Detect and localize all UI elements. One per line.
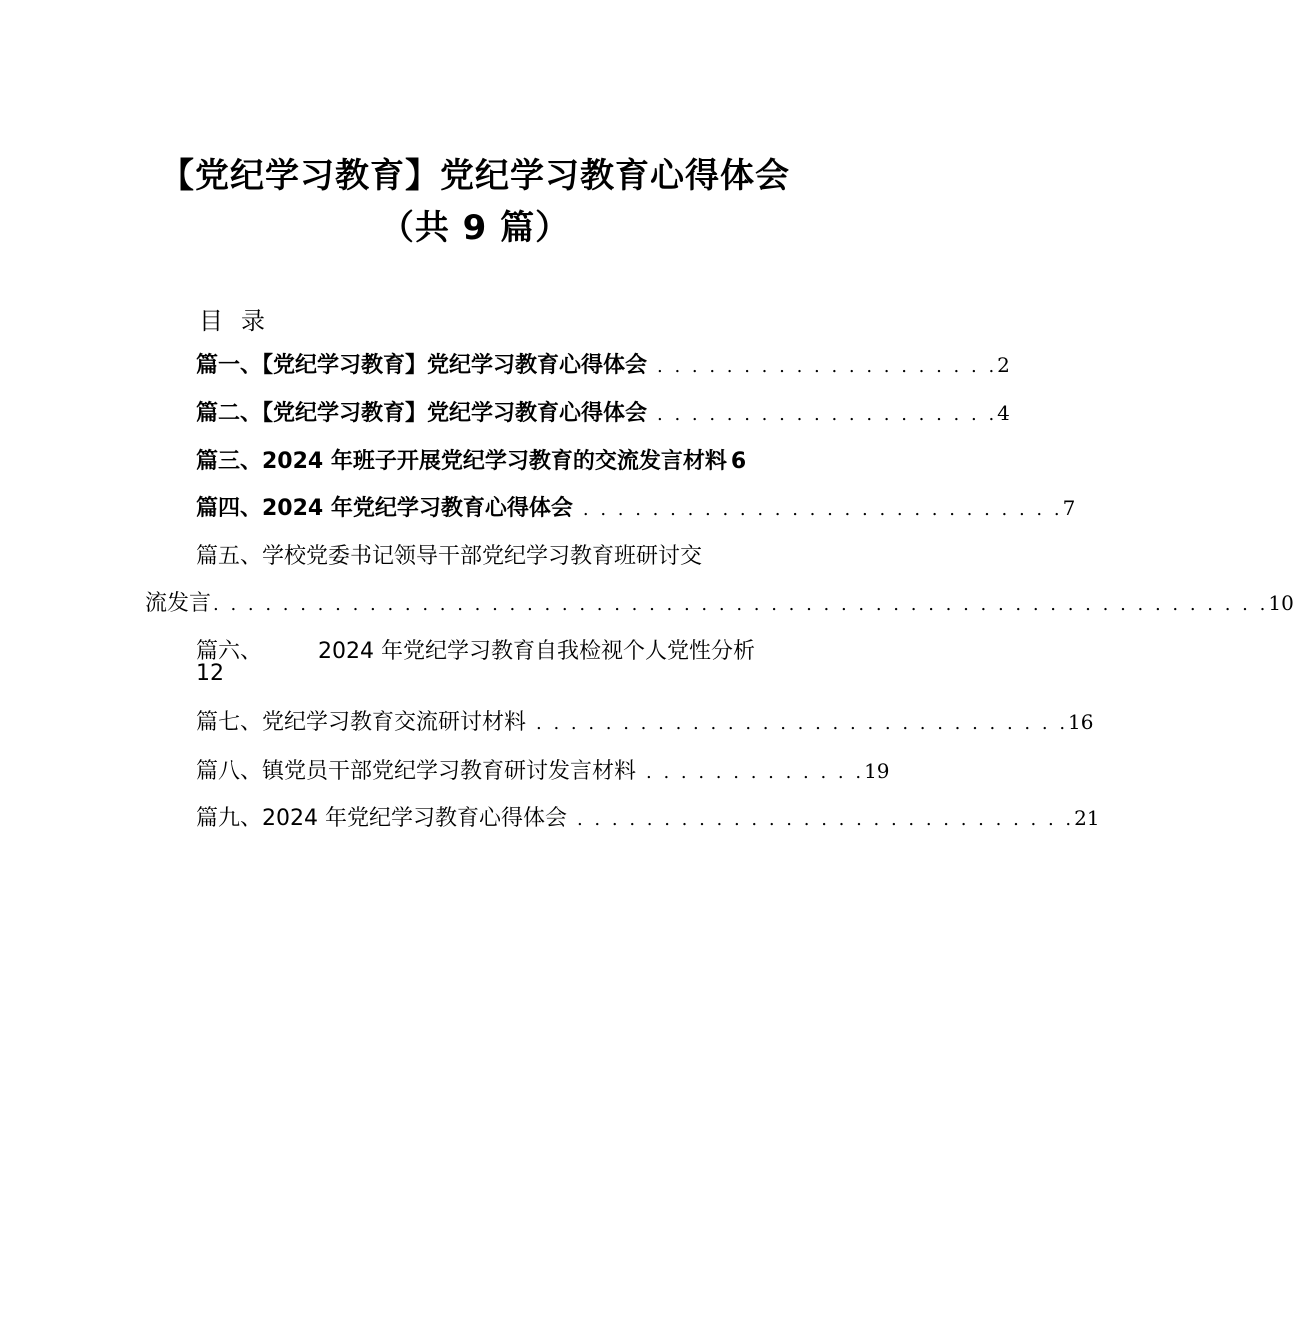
toc-entry-2[interactable] — [196, 396, 1010, 427]
toc-entry-page: 21 — [1074, 806, 1100, 830]
toc-leader-dots: . . . . . . . . . . . . . . . . . . . . . . . . . . . . . — [576, 809, 1075, 830]
toc-entry-label: 篇三、2024 年班子开展党纪学习教育的交流发言材料 — [196, 449, 727, 474]
document-title-line1: 【党纪学习教育】党纪学习教育心得体会 — [160, 156, 790, 196]
toc-entry-page: 12 — [196, 661, 224, 686]
toc-entry-page: 4 — [997, 401, 1010, 425]
toc-entry-8[interactable] — [196, 754, 890, 785]
toc-entry-3[interactable] — [196, 444, 820, 475]
toc-entry-6-line1[interactable] — [196, 634, 755, 665]
toc-heading: 目录 — [199, 307, 283, 335]
toc-leader-dots: . . . . . . . . . . . . . . . . . . . . — [657, 356, 998, 377]
toc-entry-label-prefix: 篇八、 — [196, 759, 263, 784]
toc-entry-label: 篇一、【党纪学习教育】党纪学习教育心得体会 — [196, 353, 648, 378]
toc-entry-label: 篇七、党纪学习教育交流研讨材料 — [196, 710, 527, 735]
toc-entry-5-line2[interactable] — [145, 586, 1294, 617]
toc-entry-page: 2 — [997, 353, 1010, 377]
document-title-line2: （共 9 篇） — [379, 208, 571, 248]
toc-entry-7[interactable] — [196, 705, 1094, 736]
toc-entry-page: 19 — [864, 759, 890, 783]
toc-entry-page: 6 — [730, 449, 747, 474]
toc-entry-1[interactable] — [196, 348, 1010, 379]
toc-leader-dots: . . . . . . . . . . . . . . . . . . . . . . . . . . . . . . . — [536, 713, 1069, 734]
toc-entry-page: 16 — [1068, 710, 1094, 734]
toc-leader-dots: . . . . . . . . . . . . . — [646, 762, 865, 783]
toc-entry-label: 篇四、2024 年党纪学习教育心得体会 — [196, 496, 573, 521]
toc-entry-page: 7 — [1062, 496, 1076, 520]
toc-entry-5-line1[interactable] — [196, 539, 702, 570]
toc-leader-dots: . . . . . . . . . . . . . . . . . . . . . . . . . . . . . . . . . . . . . . . . . . . . . . . . . . . . . . . . . . . . . — [213, 594, 1269, 615]
toc-leader-dots: . . . . . . . . . . . . . . . . . . . . — [657, 404, 998, 425]
toc-entry-label: 2024 年党纪学习教育自我检视个人党性分析 — [318, 639, 755, 664]
toc-entry-label: 篇五、学校党委书记领导干部党纪学习教育班研讨交 — [196, 544, 703, 569]
toc-entry-9[interactable] — [196, 801, 1100, 832]
toc-entry-label-cont: 流发言 — [145, 591, 212, 616]
toc-entry-page: 10 — [1268, 591, 1294, 615]
toc-entry-4[interactable] — [196, 491, 1076, 522]
toc-leader-dots: . . . . . . . . . . . . . . . . . . . . . . . . . . . . — [582, 499, 1063, 520]
toc-entry-label: 篇二、【党纪学习教育】党纪学习教育心得体会 — [196, 401, 648, 426]
toc-entry-label-prefix: 篇六、 — [196, 639, 263, 664]
toc-entry-6-line2[interactable] — [196, 661, 224, 686]
toc-entry-label: 篇九、2024 年党纪学习教育心得体会 — [196, 806, 567, 831]
toc-entry-label: 镇党员干部党纪学习教育研讨发言材料 — [262, 759, 637, 784]
